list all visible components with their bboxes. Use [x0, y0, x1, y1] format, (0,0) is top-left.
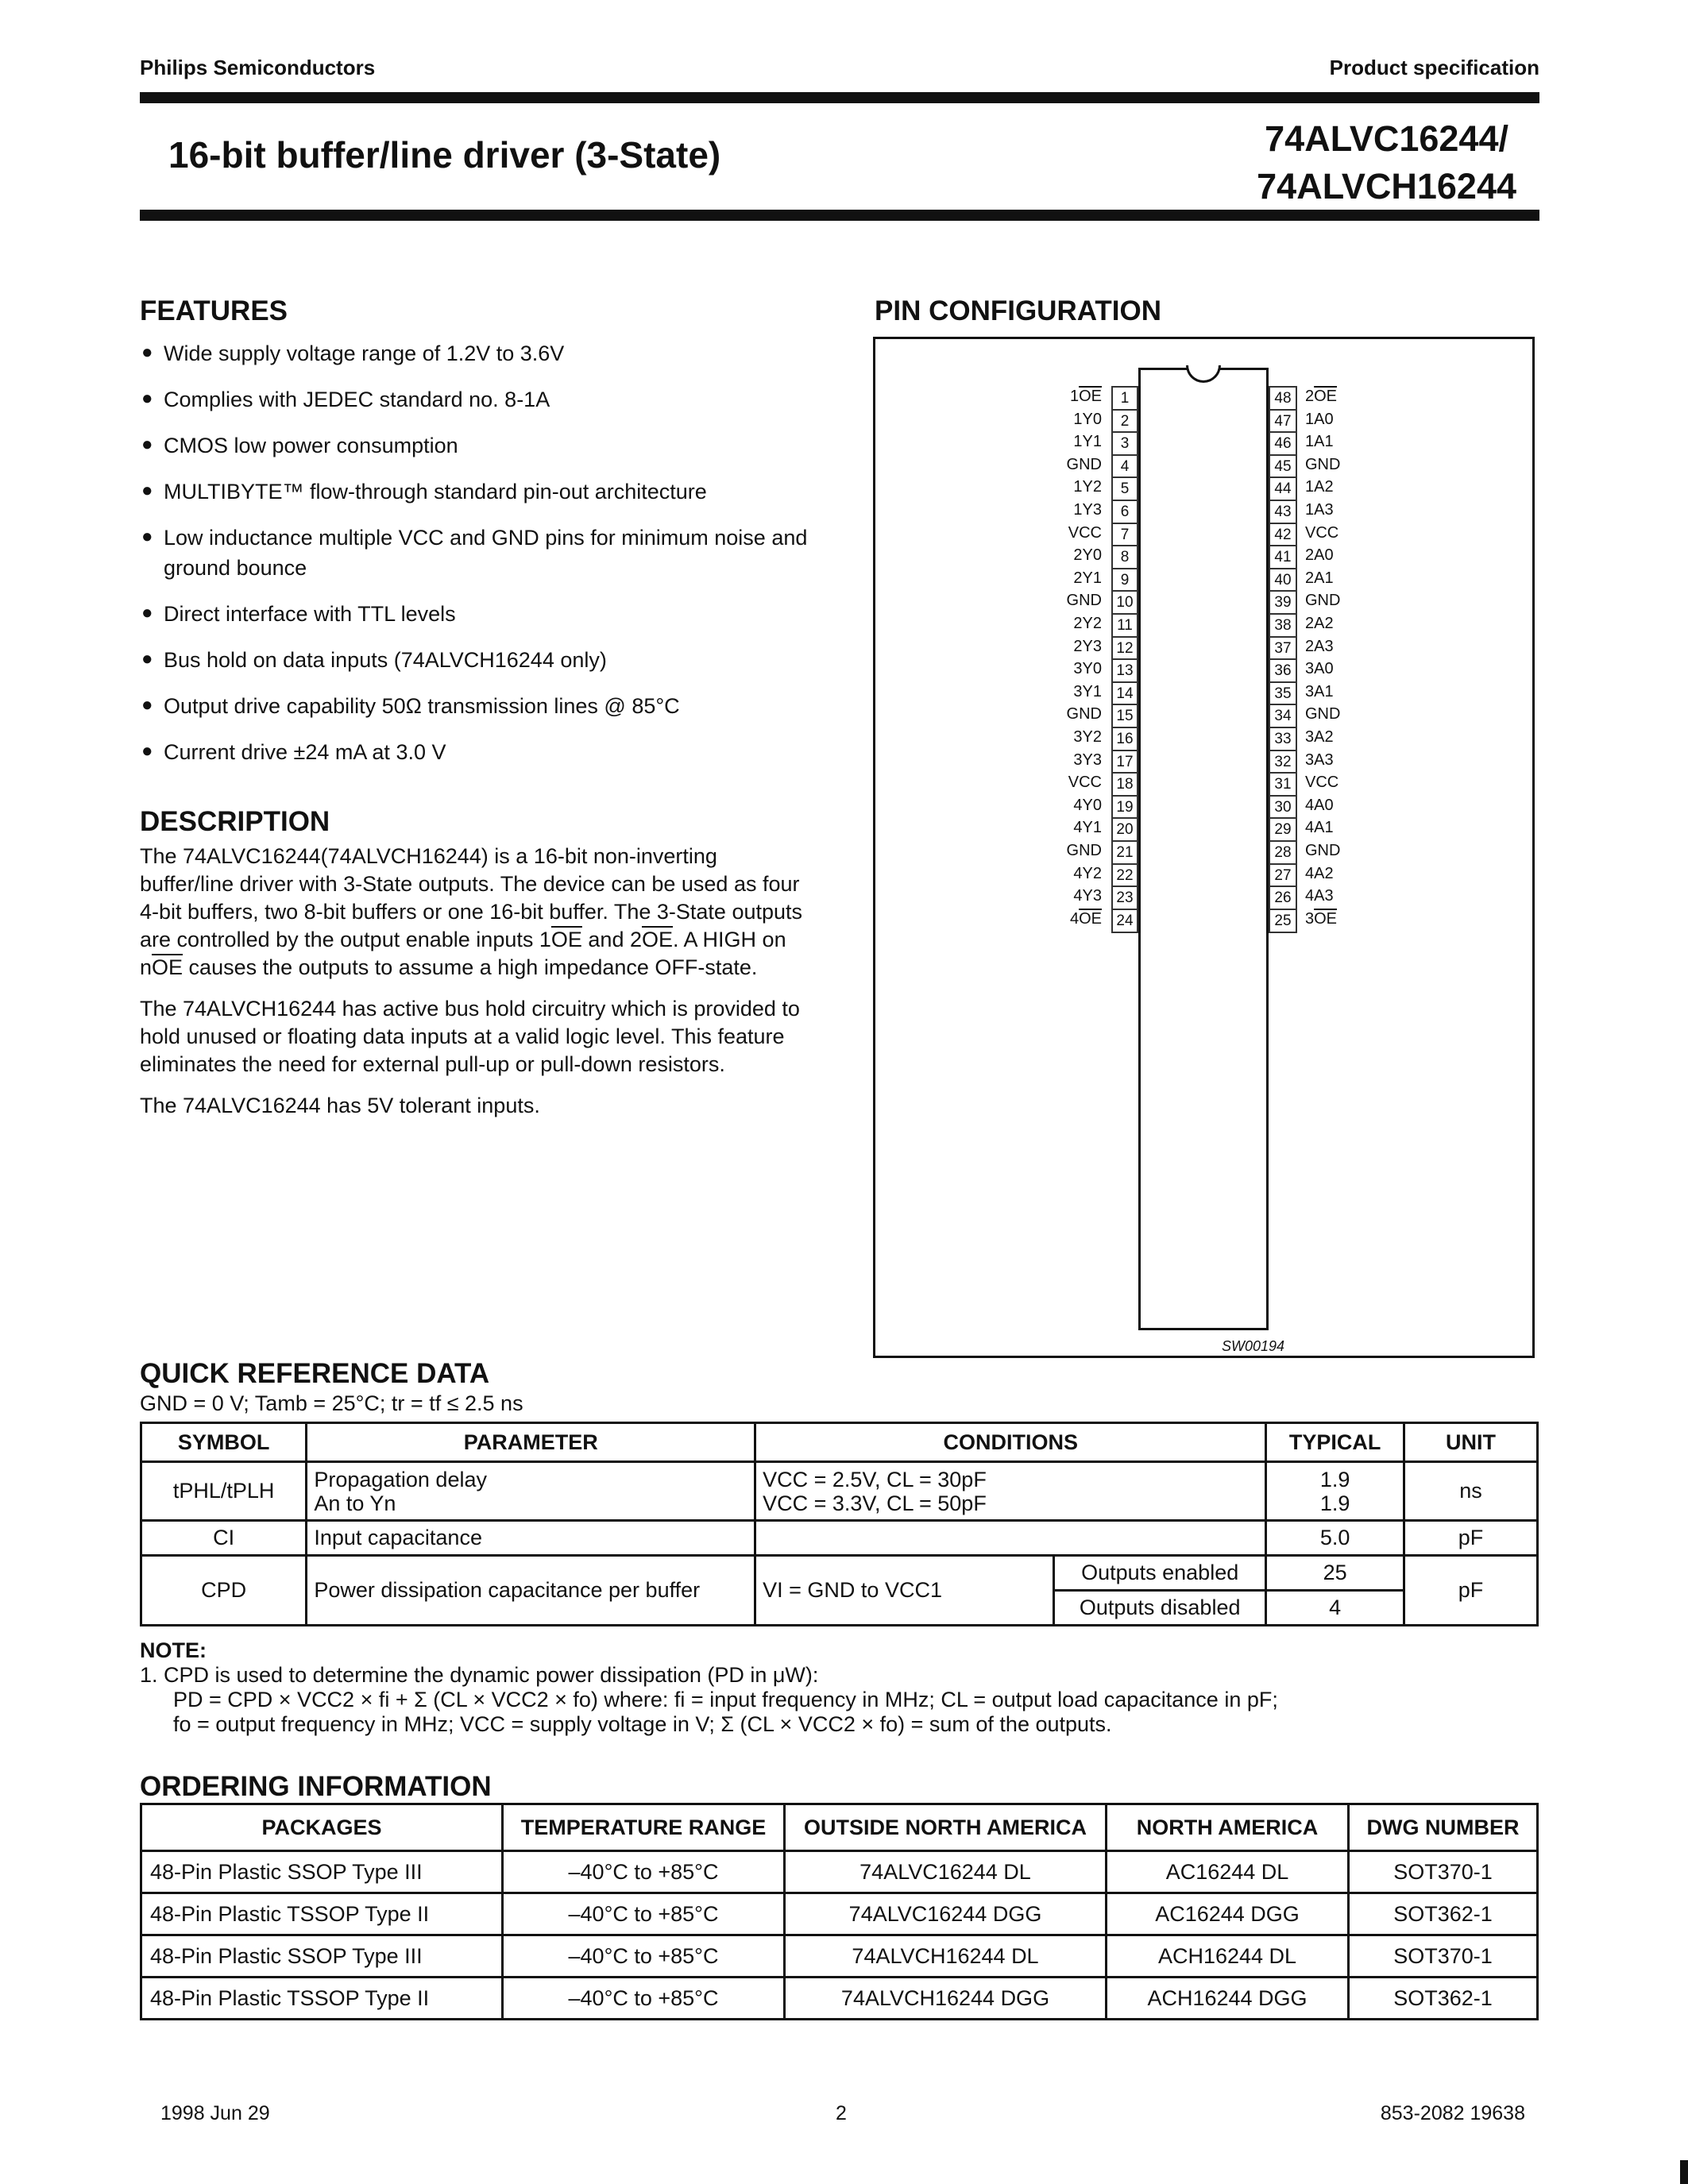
pin-number: 22 — [1111, 863, 1138, 888]
note-label: NOTE: — [140, 1638, 207, 1662]
pin-number: 36 — [1269, 658, 1297, 683]
pin-number: 35 — [1269, 681, 1297, 706]
table-cell: SOT362-1 — [1349, 1893, 1538, 1935]
drawing-id: SW00194 — [1222, 1338, 1285, 1354]
pin-label: 4A1 — [1305, 819, 1334, 836]
pin-label: GND — [1305, 705, 1341, 723]
pin-label: 3A0 — [1305, 660, 1334, 677]
footer-date: 1998 Jun 29 — [160, 2102, 270, 2124]
unit-cell: ns — [1404, 1462, 1537, 1521]
table-cell: AC16244 DGG — [1107, 1893, 1349, 1935]
ic-package-body — [1138, 368, 1269, 1330]
table-row — [141, 1556, 1538, 1591]
pin-number: 24 — [1111, 909, 1138, 933]
pin-label: 3A2 — [1305, 728, 1334, 746]
pin-label: 3Y3 — [1073, 751, 1102, 769]
feature-item: ● Direct interface with TTL levels — [140, 599, 839, 629]
note-line-1: 1. CPD is used to determine the dynamic power dissipation (PD in μW): — [140, 1663, 819, 1687]
pin-label: 4Y0 — [1073, 797, 1102, 814]
conditions-cell: VCC = 2.5V, CL = 30pF VCC = 3.3V, CL = 50pF — [755, 1462, 1266, 1521]
pin-label: GND — [1066, 592, 1102, 609]
column-header: CONDITIONS — [755, 1423, 1266, 1462]
pin-number: 47 — [1269, 409, 1297, 434]
pin-label: $4\overline{OE}$ — [1069, 910, 1102, 928]
sub-condition-cell: Outputs enabled — [1053, 1556, 1265, 1591]
pin-number: 19 — [1111, 795, 1138, 820]
document-number: 853-2082 19638 — [1380, 2102, 1525, 2124]
table-cell: –40°C to +85°C — [503, 1851, 785, 1893]
features-list — [140, 338, 839, 767]
pin-label: 3A1 — [1305, 683, 1334, 700]
pin-number: 40 — [1269, 568, 1297, 592]
page-title: 16-bit buffer/line driver (3-State) — [168, 134, 721, 176]
table-cell: ACH16244 DL — [1107, 1935, 1349, 1978]
pin-number: 12 — [1111, 636, 1138, 661]
pin-number: 45 — [1269, 454, 1297, 479]
pin-number: 38 — [1269, 613, 1297, 638]
feature-item: ● CMOS low power consumption — [140, 430, 839, 461]
pin-label: GND — [1305, 456, 1341, 473]
pin-label: 4A3 — [1305, 887, 1334, 905]
table-cell: 74ALVCH16244 DGG — [785, 1978, 1107, 2020]
conditions-cell: VI = GND to VCC1 — [755, 1556, 1054, 1626]
column-header: PACKAGES — [141, 1804, 503, 1851]
pin-label: 1A1 — [1305, 433, 1334, 450]
parameter-cell: Propagation delay An to Yn — [307, 1462, 755, 1521]
company-name: Philips Semiconductors — [140, 56, 376, 79]
pin-configuration-heading: PIN CONFIGURATION — [875, 295, 1162, 326]
feature-item: ● Complies with JEDEC standard no. 8-1A — [140, 384, 839, 415]
part-number — [1257, 115, 1516, 210]
column-header: SYMBOL — [141, 1423, 307, 1462]
table-cell: 48-Pin Plastic SSOP Type III — [141, 1935, 503, 1978]
feature-item: ● Current drive ±24 mA at 3.0 V — [140, 737, 839, 767]
description-paragraph-1: The 74ALVC16244(74ALVCH16244) is a 16-bit non-inverting buffer/line driver with 3-State outputs. The device can be used as four 4-bit buffers, two 8-bit buffers or one 16-bit buffer. The 3-State outputs are controlled by the output enable inputs $1\overline{OE}$ and $2\overline{OE}$. A HIGH on $n\overline{OE}$ causes the outputs to assume a high impedance OFF-state. — [140, 844, 803, 979]
crop-mark — [1680, 2160, 1688, 2184]
pin-number: 16 — [1111, 727, 1138, 751]
pin-number: 32 — [1269, 750, 1297, 774]
pin-number: 4 — [1111, 454, 1138, 479]
pin-label: $1\overline{OE}$ — [1069, 388, 1102, 405]
page-number: 2 — [836, 2102, 847, 2124]
symbol-cell: CPD — [141, 1556, 307, 1626]
feature-item: ● MULTIBYTE™ flow-through standard pin-out architecture — [140, 477, 839, 507]
pin-label: VCC — [1068, 524, 1102, 542]
pin-label: 2A1 — [1305, 569, 1334, 587]
pin-number: 41 — [1269, 545, 1297, 569]
ordering-heading: ORDERING INFORMATION — [140, 1771, 492, 1802]
pin-number: 7 — [1111, 523, 1138, 547]
pin-label: 2Y0 — [1073, 546, 1102, 564]
feature-item: ● Low inductance multiple VCC and GND pins for minimum noise and ground bounce — [140, 523, 839, 583]
pin-number: 34 — [1269, 704, 1297, 728]
table-cell: 74ALVCH16244 DL — [785, 1935, 1107, 1978]
parameter-cell: Input capacitance — [307, 1521, 755, 1556]
column-header: TEMPERATURE RANGE — [503, 1804, 785, 1851]
pin-number: 10 — [1111, 590, 1138, 615]
description-paragraph-3: The 74ALVC16244 has 5V tolerant inputs. — [140, 1094, 540, 1117]
pin-label: GND — [1305, 592, 1341, 609]
table-cell: SOT362-1 — [1349, 1978, 1538, 2020]
part-number-line-2: 74ALVCH16244 — [1257, 166, 1516, 206]
pin-label: GND — [1066, 705, 1102, 723]
header-bottom-rule — [140, 210, 1539, 221]
pin-label: $3\overline{OE}$ — [1305, 910, 1338, 928]
pin-number: 11 — [1111, 613, 1138, 638]
note-line-2: PD = CPD × VCC2 × fi + Σ (CL × VCC2 × fo) where: fi = input frequency in MHz; CL = output load capacitance in pF; — [173, 1688, 1278, 1711]
pin-number: 46 — [1269, 431, 1297, 456]
feature-item: ● Output drive capability 50Ω transmission lines @ 85°C — [140, 691, 839, 721]
feature-item: ● Bus hold on data inputs (74ALVCH16244 only) — [140, 645, 839, 675]
table-cell: SOT370-1 — [1349, 1935, 1538, 1978]
pin-number: 6 — [1111, 500, 1138, 524]
pin-number: 3 — [1111, 431, 1138, 456]
description-paragraph-2: The 74ALVCH16244 has active bus hold circuitry which is provided to hold unused or floating data inputs at a valid logic level. This feature eliminates the need for external pull-up or pull-down resistors. — [140, 997, 800, 1076]
pin-label: 2Y1 — [1073, 569, 1102, 587]
note-block — [140, 1638, 1538, 1737]
table-row — [141, 1521, 1538, 1556]
features-section — [140, 295, 839, 783]
sub-condition-cell: Outputs disabled — [1053, 1591, 1265, 1626]
note-line-3: fo = output frequency in MHz; VCC = supply voltage in V; Σ (CL × VCC2 × fo) = sum of the outputs. — [173, 1712, 1112, 1736]
column-header: UNIT — [1404, 1423, 1537, 1462]
pin-label: 1Y3 — [1073, 501, 1102, 519]
pin-number: 18 — [1111, 772, 1138, 797]
description-heading: DESCRIPTION — [140, 806, 330, 837]
table-cell: AC16244 DL — [1107, 1851, 1349, 1893]
table-cell: 74ALVC16244 DL — [785, 1851, 1107, 1893]
table-cell: 48-Pin Plastic TSSOP Type II — [141, 1978, 503, 2020]
pin-number: 37 — [1269, 636, 1297, 661]
table-cell: –40°C to +85°C — [503, 1978, 785, 2020]
quick-reference-heading: QUICK REFERENCE DATA — [140, 1358, 490, 1389]
table-cell: SOT370-1 — [1349, 1851, 1538, 1893]
pin-number: 48 — [1269, 386, 1297, 411]
header-top-rule — [140, 92, 1539, 103]
pin-number: 21 — [1111, 840, 1138, 865]
column-header: TYPICAL — [1266, 1423, 1404, 1462]
table-row — [141, 1935, 1538, 1978]
pin-number: 39 — [1269, 590, 1297, 615]
pin-number: 42 — [1269, 523, 1297, 547]
table-header-row — [141, 1423, 1538, 1462]
column-header: DWG NUMBER — [1349, 1804, 1538, 1851]
pin-label: 3Y0 — [1073, 660, 1102, 677]
pin-number: 29 — [1269, 817, 1297, 842]
part-number-line-1: 74ALVC16244/ — [1265, 118, 1508, 159]
pin-label: 4A0 — [1305, 797, 1334, 814]
ordering-table — [140, 1803, 1539, 2020]
pin-label: 2A0 — [1305, 546, 1334, 564]
pin-label: 4Y3 — [1073, 887, 1102, 905]
pin-number: 13 — [1111, 658, 1138, 683]
pin-number: 8 — [1111, 545, 1138, 569]
pin-label: GND — [1066, 456, 1102, 473]
pin-number: 17 — [1111, 750, 1138, 774]
pin-number: 9 — [1111, 568, 1138, 592]
pin-number: 43 — [1269, 500, 1297, 524]
pin-label: VCC — [1305, 524, 1339, 542]
table-row — [141, 1893, 1538, 1935]
pin-label: $2\overline{OE}$ — [1305, 388, 1338, 405]
quick-reference-conditions: GND = 0 V; Tamb = 25°C; tr = tf ≤ 2.5 ns — [140, 1391, 523, 1415]
pin-number: 1 — [1111, 386, 1138, 411]
pin-label: 4Y1 — [1073, 819, 1102, 836]
pin-number: 23 — [1111, 886, 1138, 910]
pin-label: 2Y3 — [1073, 638, 1102, 655]
pin-label: 1A0 — [1305, 411, 1334, 428]
document-type: Product specification — [1329, 56, 1539, 79]
quick-reference-table — [140, 1422, 1539, 1626]
pin-label: VCC — [1068, 774, 1102, 791]
pin-label: VCC — [1305, 774, 1339, 791]
symbol-cell: CI — [141, 1521, 307, 1556]
table-cell: 74ALVC16244 DGG — [785, 1893, 1107, 1935]
column-header: NORTH AMERICA — [1107, 1804, 1349, 1851]
pin-number: 20 — [1111, 817, 1138, 842]
table-row — [141, 1851, 1538, 1893]
table-cell: –40°C to +85°C — [503, 1935, 785, 1978]
pin-label: 2A2 — [1305, 615, 1334, 632]
table-cell: 48-Pin Plastic SSOP Type III — [141, 1851, 503, 1893]
pin-label: 3Y1 — [1073, 683, 1102, 700]
pin-label: 4A2 — [1305, 865, 1334, 882]
typical-cell: 5.0 — [1266, 1521, 1404, 1556]
pin-label: 1A2 — [1305, 478, 1334, 496]
pin-number: 33 — [1269, 727, 1297, 751]
pin-number: 44 — [1269, 477, 1297, 501]
pin-number: 30 — [1269, 795, 1297, 820]
pin-number: 14 — [1111, 681, 1138, 706]
pin-number: 15 — [1111, 704, 1138, 728]
pin-number: 28 — [1269, 840, 1297, 865]
column-header: PARAMETER — [307, 1423, 755, 1462]
unit-cell: pF — [1404, 1521, 1537, 1556]
pin-label: 1Y0 — [1073, 411, 1102, 428]
pin-number: 5 — [1111, 477, 1138, 501]
pin-label: 4Y2 — [1073, 865, 1102, 882]
table-cell: ACH16244 DGG — [1107, 1978, 1349, 2020]
table-cell: –40°C to +85°C — [503, 1893, 785, 1935]
conditions-cell — [755, 1521, 1266, 1556]
parameter-cell: Power dissipation capacitance per buffer — [307, 1556, 755, 1626]
pin-label: 1Y2 — [1073, 478, 1102, 496]
typical-cell: 1.9 1.9 — [1266, 1462, 1404, 1521]
pin-number: 27 — [1269, 863, 1297, 888]
pin-label: 1A3 — [1305, 501, 1334, 519]
column-header: OUTSIDE NORTH AMERICA — [785, 1804, 1107, 1851]
pin-label: 2Y2 — [1073, 615, 1102, 632]
table-cell: 48-Pin Plastic TSSOP Type II — [141, 1893, 503, 1935]
pin-label: 2A3 — [1305, 638, 1334, 655]
feature-item: ● Wide supply voltage range of 1.2V to 3.6V — [140, 338, 839, 369]
features-heading: FEATURES — [140, 295, 288, 326]
pin-number: 26 — [1269, 886, 1297, 910]
pin-label: 3Y2 — [1073, 728, 1102, 746]
symbol-cell: tPHL/tPLH — [141, 1462, 307, 1521]
pin-number: 2 — [1111, 409, 1138, 434]
pin-label: 3A3 — [1305, 751, 1334, 769]
pin-number: 25 — [1269, 909, 1297, 933]
pin-label: GND — [1305, 842, 1341, 859]
typical-cell: 25 — [1266, 1556, 1404, 1591]
table-row — [141, 1462, 1538, 1521]
table-header-row — [141, 1804, 1538, 1851]
typical-cell: 4 — [1266, 1591, 1404, 1626]
description-section — [140, 806, 815, 1133]
pin-label: GND — [1066, 842, 1102, 859]
pin-number: 31 — [1269, 772, 1297, 797]
table-row — [141, 1978, 1538, 2020]
unit-cell: pF — [1404, 1556, 1537, 1626]
pin-label: 1Y1 — [1073, 433, 1102, 450]
